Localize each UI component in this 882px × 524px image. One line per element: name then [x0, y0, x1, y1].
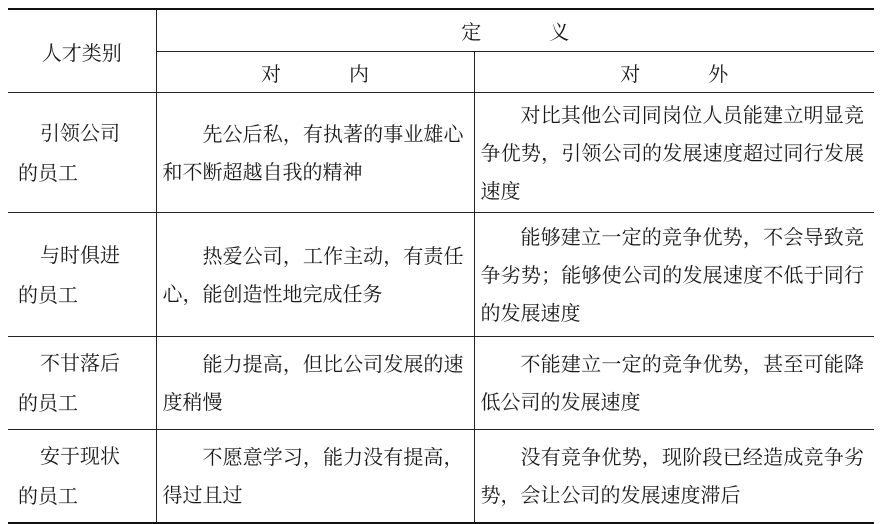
header-internal: [156, 52, 474, 93]
external-definition-cell: 没有竞争优势，现阶段已经造成竞争劣势，会让公司的发展速度滞后: [474, 430, 874, 524]
category-line2: 的员工: [18, 391, 78, 415]
external-definition-cell: 对比其他公司同岗位人员能建立明显竞争优势，引领公司的发展速度超过同行发展速度: [474, 93, 874, 213]
category-line1: 不甘落后: [40, 351, 120, 375]
table-row: [8, 430, 874, 524]
external-definition-cell: 不能建立一定的竞争优势，甚至可能降低公司的发展速度: [474, 337, 874, 430]
talent-category-table: [8, 8, 874, 524]
table-row: [8, 337, 874, 430]
category-line1: 引领公司: [40, 120, 120, 145]
header-external: [474, 52, 874, 93]
internal-definition-cell: 先公后私，有执著的事业雄心和不断超越自我的精神: [156, 93, 474, 213]
header-external-char1: 对: [620, 61, 641, 86]
external-definition-cell: 能够建立一定的竞争优势，不会导致竞争劣势；能够使公司的发展速度不低于同行的发展速度: [474, 213, 874, 337]
header-category: [8, 9, 156, 93]
category-cell: [8, 213, 156, 337]
category-line2: 的员工: [18, 484, 78, 508]
table-row: [8, 213, 874, 337]
category-cell: [8, 430, 156, 524]
category-cell: [8, 337, 156, 430]
header-row-1: [8, 9, 874, 52]
internal-definition-cell: 热爱公司，工作主动，有责任心，能创造性地完成任务: [156, 213, 474, 337]
header-category-label: 人才类别: [41, 40, 122, 65]
header-external-char2: 外: [708, 61, 729, 86]
category-line2: 的员工: [18, 160, 78, 185]
internal-definition-cell: 能力提高，但比公司发展的速度稍慢: [156, 337, 474, 430]
header-internal-char1: 对: [261, 61, 281, 86]
table-row: [8, 93, 874, 213]
category-line2: 的员工: [18, 282, 78, 307]
category-cell: [8, 93, 156, 213]
header-internal-char2: 内: [349, 61, 369, 86]
header-definition: [156, 9, 874, 52]
category-line1: 与时俱进: [40, 242, 120, 267]
header-definition-char1: 定: [461, 20, 482, 44]
internal-definition-cell: 不愿意学习，能力没有提高，得过且过: [156, 430, 474, 524]
header-definition-char2: 义: [549, 20, 570, 44]
category-line1: 安于现状: [40, 444, 120, 468]
